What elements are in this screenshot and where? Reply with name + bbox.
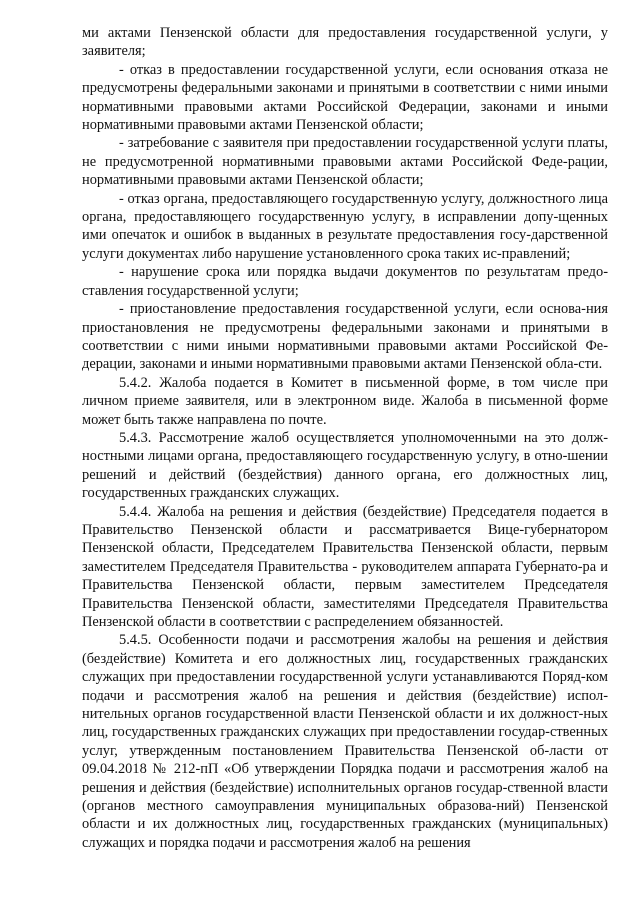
paragraph-refusal: - отказ в предоставлении государственной услуги, если основания отказа не предусмотрены федеральными законами и принятыми в соответствии с ними иными нормативными правовыми актами Российской Федерации, законами и иными нормативными правовыми актами Пензенской области;	[82, 61, 608, 134]
paragraph-5-4-3: 5.4.3. Рассмотрение жалоб осуществляется уполномоченными на это долж-ностными лицами органа, предоставляющего государственную услугу, в отно-шении решений и действий (бездействия) данного органа, его должностных лиц, государственных гражданских служащих.	[82, 429, 608, 502]
paragraph-issuance-violation: - нарушение срока или порядка выдачи документов по результатам предо-ставления государственной услуги;	[82, 264, 608, 299]
paragraph-payment-demand: - затребование с заявителя при предоставлении государственной услуги платы, не предусмотренной нормативными правовыми актами Российской Феде-рации, нормативными правовыми актами Пензенской области;	[82, 135, 608, 189]
paragraph-suspension: - приостановление предоставления государственной услуги, если основа-ния приостановления не предусмотрены федеральными законами и принятыми в соответствии с ними иными нормативными правовыми актами Российской Фе-дерации, законами и иными нормативными правовыми актами Пензенской обла-сти.	[82, 301, 608, 373]
paragraph-continuation: ми актами Пензенской области для предоставления государственной услуги, у заявителя;	[82, 25, 608, 60]
paragraph-5-4-4: 5.4.4. Жалоба на решения и действия (бездействие) Председателя подается в Правительство Пензенской области и рассматривается Вице-губернатором Пензенской области, Председателем Правительства Пензенской области, первым заместителем Председателя Правительства - руководителем аппарата Губернато-ра и Правительства Пензенской области, первым заместителем Председателя Правительства Пензенской области, заместителями Председателя Правительства Пензенской области в соответствии с распределением обязанностей.	[82, 503, 608, 630]
paragraph-5-4-5: 5.4.5. Особенности подачи и рассмотрения жалобы на решения и действия (бездействие) Комитета и его должностных лиц, государственных гражданских служащих при предоставлении государственной услуги устанавливаются Поряд-ком подачи и рассмотрения жалоб на решения и действия (бездействие) испол-нительных органов государственной власти Пензенской области и их должност-ных лиц, государственных гражданских служащих при предоставлении государ-ственных услуг, утвержденным постановлением Правительства Пензенской об-ласти от 09.04.2018 № 212-пП «Об утверждении Порядка подачи и рассмотрения жалоб на решения и действия (бездействие) исполнительных органов государ-ственной власти (органов местного самоуправления муниципальных образова-ний) Пензенской области и их должностных лиц, государственных гражданских (муниципальных) служащих и порядка подачи и рассмотрения жалоб на решения	[82, 632, 608, 851]
paragraph-5-4-2: 5.4.2. Жалоба подается в Комитет в письменной форме, в том числе при личном приеме заявителя, или в электронном виде. Жалоба в письменной форме может быть также направлена по почте.	[82, 374, 608, 428]
document-body	[82, 24, 608, 852]
paragraph-correction-refusal: - отказ органа, предоставляющего государственную услугу, должностного лица органа, предоставляющего государственную услугу, в исправлении допу-щенных ими опечаток и ошибок в выданных в результате предоставления госу-дарственной услуги документах либо нарушение установленного срока таких ис-правлений;	[82, 190, 608, 262]
